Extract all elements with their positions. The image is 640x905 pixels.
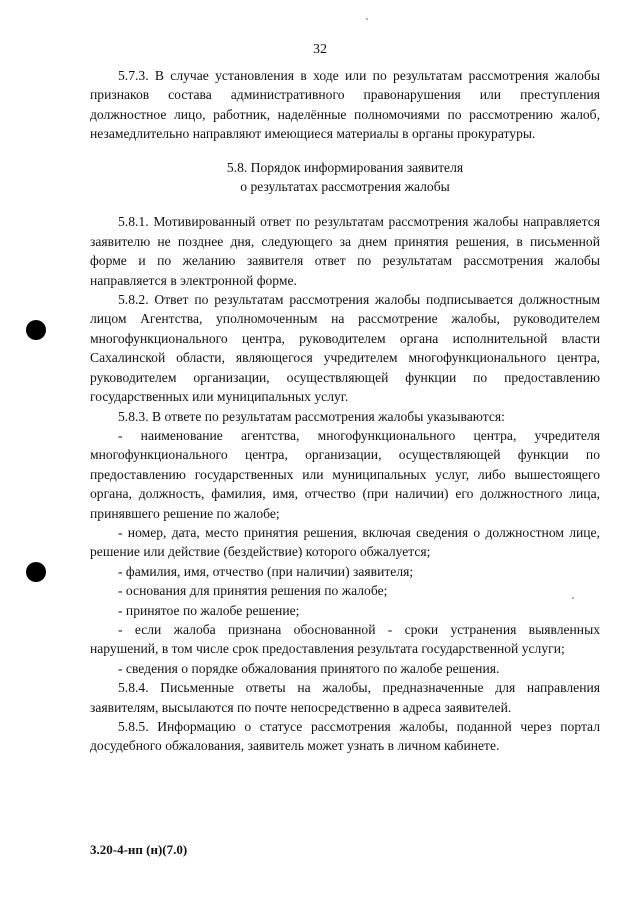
paragraph-5-8-2: 5.8.2. Ответ по результатам рассмотрения жалобы подписывается должностным лицом Агентства, уполномоченным на рассмотрение жалобы, руководителем многофункционального центра, руководителем органа исполнительной власти Сахалинской области, являющегося учредителем многофункционального центра, руководителем организации, осуществляющей функции по предоставлению государственных или муниципальных услуг.: [90, 292, 600, 405]
section-title-line-1: 5.8. Порядок информирования заявителя: [226, 159, 464, 175]
list-item: - фамилия, имя, отчество (при наличии) заявителя;: [118, 563, 414, 579]
paragraph-5-8-3: 5.8.3. В ответе по результатам рассмотрения жалобы указываются:: [118, 408, 505, 424]
paragraph-5-8-4: 5.8.4. Письменные ответы на жалобы, предназначенные для направления заявителям, высылаются по почте непосредственно в адреса заявителей.: [90, 680, 600, 715]
list-item: - номер, дата, место принятия решения, включая сведения о должностном лице, решение или действие (бездействие) которого обжалуется;: [90, 524, 600, 560]
punch-hole-upper: [26, 320, 46, 340]
document-body: [90, 66, 600, 756]
list-item: - принятое по жалобе решение;: [118, 602, 300, 618]
list-item: - основания для принятия решения по жалобе;: [118, 583, 388, 599]
section-title-5-8: [90, 158, 600, 197]
punch-hole-lower: [26, 562, 46, 582]
page-number: 32: [313, 42, 327, 57]
list-item: - если жалоба признана обоснованной - сроки устранения выявленных нарушений, в том числе срок предоставления результата государственной услуги;: [90, 621, 600, 657]
scan-speck: [366, 18, 368, 20]
paragraph-5-7-3: 5.7.3. В случае установления в ходе или по результатам рассмотрения жалобы признаков состава административного правонарушения или преступления должностное лицо, работник, наделённые полномочиями по рассмотрению жалоб, незамедлительно направляют имеющиеся материалы в органы прокуратуры.: [90, 68, 600, 142]
paragraph-5-8-5: 5.8.5. Информацию о статусе рассмотрения жалобы, поданной через портал досудебного обжалования, заявитель может узнать в личном кабинете.: [90, 719, 600, 754]
scan-speck: [572, 597, 574, 599]
paragraph-5-8-1: 5.8.1. Мотивированный ответ по результатам рассмотрения жалобы направляется заявителю не позднее дня, следующего за днем принятия решения, в письменной форме и по желанию заявителя ответ по результатам рассмотрения жалобы направляется в электронной форме.: [90, 214, 600, 288]
document-code: 3.20-4-нп (н)(7.0): [90, 842, 188, 857]
section-title-line-2: о результатах рассмотрения жалобы: [240, 179, 450, 195]
list-item: - сведения о порядке обжалования принятого по жалобе решения.: [118, 660, 500, 676]
list-item: - наименование агентства, многофункционального центра, учредителя многофункционального центра, организации, осуществляющей функции по предоставлению государственных или муниципальных услуг, либо вышестоящего органа, должность, фамилия, имя, отчество (при наличии) его должностного лица, принявшего решение по жалобе;: [90, 427, 600, 521]
